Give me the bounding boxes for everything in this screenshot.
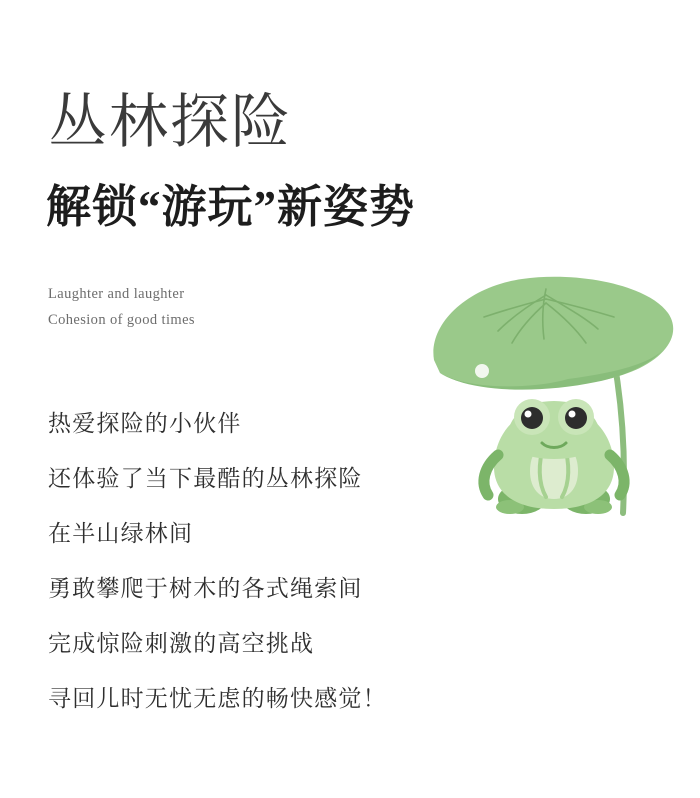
body-line: 还体验了当下最酷的丛林探险	[48, 466, 363, 491]
frog-under-lotus-leaf-illustration	[418, 255, 690, 545]
page-title: 丛林探险	[48, 89, 293, 155]
body-line: 热爱探险的小伙伴	[48, 411, 242, 436]
body-line: 完成惊险刺激的高空挑战	[48, 631, 315, 656]
body-line: 勇敢攀爬于树木的各式绳索间	[48, 576, 363, 601]
english-caption	[48, 281, 195, 333]
page-subtitle: 解锁“游玩”新姿势	[46, 182, 416, 232]
body-line: 寻回儿时无忧无虑的畅快感觉！	[48, 686, 387, 711]
body-line: 在半山绿林间	[48, 521, 194, 546]
dew-drop-icon	[475, 364, 489, 378]
body-text	[48, 396, 478, 726]
english-caption-line-2: Cohesion of good times	[48, 312, 195, 328]
lotus-leaf-icon	[433, 277, 673, 390]
english-caption-line-1: Laughter and laughter	[48, 286, 185, 302]
frog-icon	[484, 399, 624, 514]
